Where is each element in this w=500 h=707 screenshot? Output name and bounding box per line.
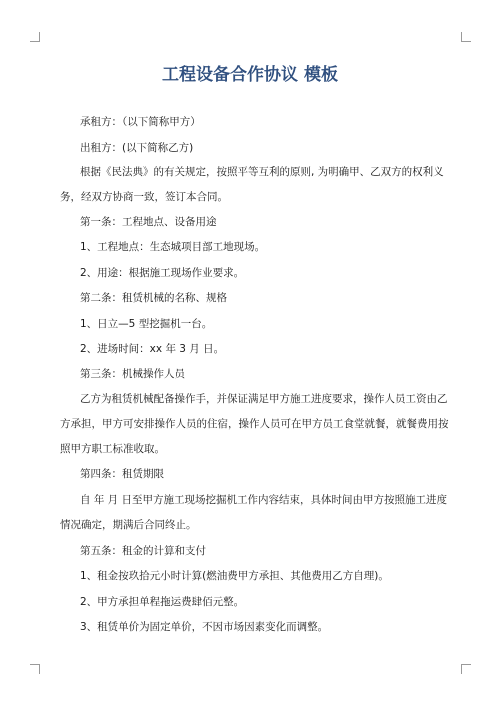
article-5-item-3: 3、租赁单价为固定单价，不因市场因素变化而调整。 — [80, 621, 329, 633]
party-b-line: 出租方：(以下简称乙方) — [80, 142, 194, 154]
article-5-item-2: 2、甲方承担单程拖运费肆佰元整。 — [80, 596, 245, 608]
article-4-para-line-1: 自 年 月 日至甲方施工现场挖掘机工作内容结束，具体时间由甲方按照施工进度 — [80, 494, 448, 506]
article-1-item-2: 2、用途：根据施工现场作业要求。 — [80, 267, 245, 279]
article-2-item-1: 1、日立—5 型挖掘机一台。 — [80, 318, 213, 330]
article-1-item-1: 1、工程地点：生态城项目部工地现场。 — [80, 241, 266, 253]
document-title: 工程设备合作协议 模板 — [162, 65, 338, 85]
article-4-para-line-2: 情况确定，期满后合同终止。 — [60, 519, 197, 531]
article-5-item-1: 1、租金按玖拾元小时计算(燃油费甲方承担、其他费用乙方自理)。 — [80, 570, 389, 582]
article-1-heading: 第一条：工程地点、设备用途 — [80, 216, 217, 228]
crop-mark-top-right — [461, 32, 471, 42]
article-2-heading: 第二条：租赁机械的名称、规格 — [80, 292, 227, 304]
article-3-para-line-1: 乙方为租赁机械配备操作手，并保证满足甲方施工进度要求，操作人员工资由乙 — [80, 393, 448, 405]
article-3-para-line-2: 方承担，甲方可安排操作人员的住宿，操作人员可在甲方员工食堂就餐，就餐费用按 — [60, 418, 449, 430]
article-5-heading: 第五条：租金的计算和支付 — [80, 545, 206, 557]
article-4-heading: 第四条：租赁期限 — [80, 468, 164, 480]
preamble-line-1: 根据《民法典》的有关规定，按照平等互利的原则, 为明确甲、乙双方的权利义 — [80, 166, 444, 178]
article-2-item-2: 2、进场时间：xx 年 3 月 日。 — [80, 343, 225, 355]
preamble-line-2: 务，经双方协商一致，签订本合同。 — [60, 191, 228, 203]
crop-mark-bottom-right — [461, 664, 471, 674]
crop-mark-top-left — [30, 32, 40, 42]
party-a-line: 承租方：（以下简称甲方） — [80, 116, 201, 128]
article-3-para-line-3: 照甲方职工标准收取。 — [60, 443, 165, 455]
crop-mark-bottom-left — [30, 664, 40, 674]
article-3-heading: 第三条：机械操作人员 — [80, 368, 185, 380]
